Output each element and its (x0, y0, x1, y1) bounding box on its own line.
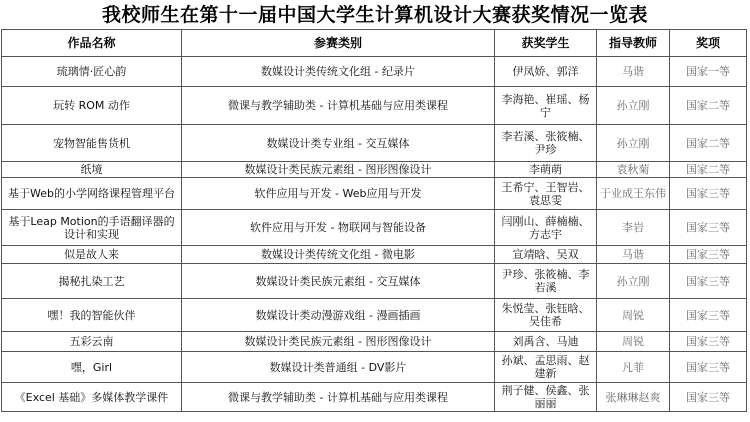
award: 国家一等 (670, 57, 747, 87)
page-title: 我校师生在第十一届中国大学生计算机设计大赛获奖情况一览表 (101, 4, 648, 26)
header-teacher: 指导教师 (597, 30, 670, 57)
table-row (2, 162, 747, 178)
work-name: 纸境 (2, 162, 182, 178)
category: 软件应用与开发 - 物联网与智能设备 (182, 210, 495, 246)
award: 国家三等 (670, 246, 747, 264)
award: 国家三等 (670, 264, 747, 299)
teacher: 李岩 (597, 210, 670, 246)
table-row (2, 264, 747, 299)
students: 李若溪、张筱楠、尹珍 (495, 125, 597, 162)
students: 孙斌、孟思雨、赵建新 (495, 352, 597, 383)
award: 国家三等 (670, 210, 747, 246)
category: 数媒设计类动漫游戏组 - 漫画插画 (182, 299, 495, 332)
work-name: 嘿！我的智能伙伴 (2, 299, 182, 332)
category: 软件应用与开发 - Web应用与开发 (182, 178, 495, 210)
header-name: 作品名称 (2, 30, 182, 57)
students: 朱悦莹、张钰晗、吴佳希 (495, 299, 597, 332)
work-name: 基于Leap Motion的手语翻译器的设计和实现 (2, 210, 182, 246)
category: 数媒设计类普通组 - DV影片 (182, 352, 495, 383)
category: 数媒设计类专业组 - 交互媒体 (182, 125, 495, 162)
work-name: 《Excel 基础》多媒体教学课件 (2, 383, 182, 412)
teacher: 孙立刚 (597, 125, 670, 162)
table-row (2, 125, 747, 162)
teacher: 马谐 (597, 57, 670, 87)
award: 国家三等 (670, 352, 747, 383)
teacher: 周锐 (597, 299, 670, 332)
category: 数媒设计类传统文化组 - 纪录片 (182, 57, 495, 87)
teacher: 袁秋菊 (597, 162, 670, 178)
table-row (2, 383, 747, 412)
work-name: 揭秘扎染工艺 (2, 264, 182, 299)
table-row (2, 246, 747, 264)
award: 国家三等 (670, 383, 747, 412)
work-name: 玩转 ROM 动作 (2, 87, 182, 125)
table-row (2, 299, 747, 332)
category: 微课与教学辅助类 - 计算机基础与应用类课程 (182, 383, 495, 412)
award: 国家二等 (670, 125, 747, 162)
header-award: 奖项 (670, 30, 747, 57)
students: 刘禹含、马迪 (495, 332, 597, 352)
students: 伊凤娇、郭洋 (495, 57, 597, 87)
students: 李萌萌 (495, 162, 597, 178)
table-header-row (2, 30, 747, 57)
category: 微课与教学辅助类 - 计算机基础与应用类课程 (182, 87, 495, 125)
award: 国家二等 (670, 162, 747, 178)
table-row (2, 57, 747, 87)
header-category: 参赛类别 (182, 30, 495, 57)
teacher: 孙立刚 (597, 87, 670, 125)
work-name: 嘿，Girl (2, 352, 182, 383)
teacher: 马谐 (597, 246, 670, 264)
award: 国家三等 (670, 332, 747, 352)
table-row (2, 210, 747, 246)
work-name: 宠物智能售货机 (2, 125, 182, 162)
students: 宣靖晗、吴双 (495, 246, 597, 264)
table-row (2, 332, 747, 352)
header-students: 获奖学生 (495, 30, 597, 57)
category: 数媒设计类民族元素组 - 交互媒体 (182, 264, 495, 299)
students: 王希宁、王智岩、袁思雯 (495, 178, 597, 210)
work-name: 琉璃情·匠心韵 (2, 57, 182, 87)
awards-table (1, 29, 747, 412)
work-name: 基于Web的小学网络课程管理平台 (2, 178, 182, 210)
work-name: 五彩云南 (2, 332, 182, 352)
category: 数媒设计类民族元素组 - 图形图像设计 (182, 332, 495, 352)
category: 数媒设计类传统文化组 - 微电影 (182, 246, 495, 264)
work-name: 似是故人来 (2, 246, 182, 264)
teacher: 张琳琳赵爽 (597, 383, 670, 412)
teacher: 周锐 (597, 332, 670, 352)
students: 李海艳、崔瑶、杨宁 (495, 87, 597, 125)
award: 国家三等 (670, 178, 747, 210)
category: 数媒设计类民族元素组 - 图形图像设计 (182, 162, 495, 178)
award: 国家三等 (670, 299, 747, 332)
table-row (2, 178, 747, 210)
award: 国家二等 (670, 87, 747, 125)
table-row (2, 87, 747, 125)
students: 尹珍、张筱楠、李若溪 (495, 264, 597, 299)
students: 荆子健、侯鑫、张丽丽 (495, 383, 597, 412)
students: 闫刚山、薛楠楠、方志宇 (495, 210, 597, 246)
table-row (2, 352, 747, 383)
teacher: 孙立刚 (597, 264, 670, 299)
teacher: 于业成王东伟 (597, 178, 670, 210)
teacher: 凡菲 (597, 352, 670, 383)
